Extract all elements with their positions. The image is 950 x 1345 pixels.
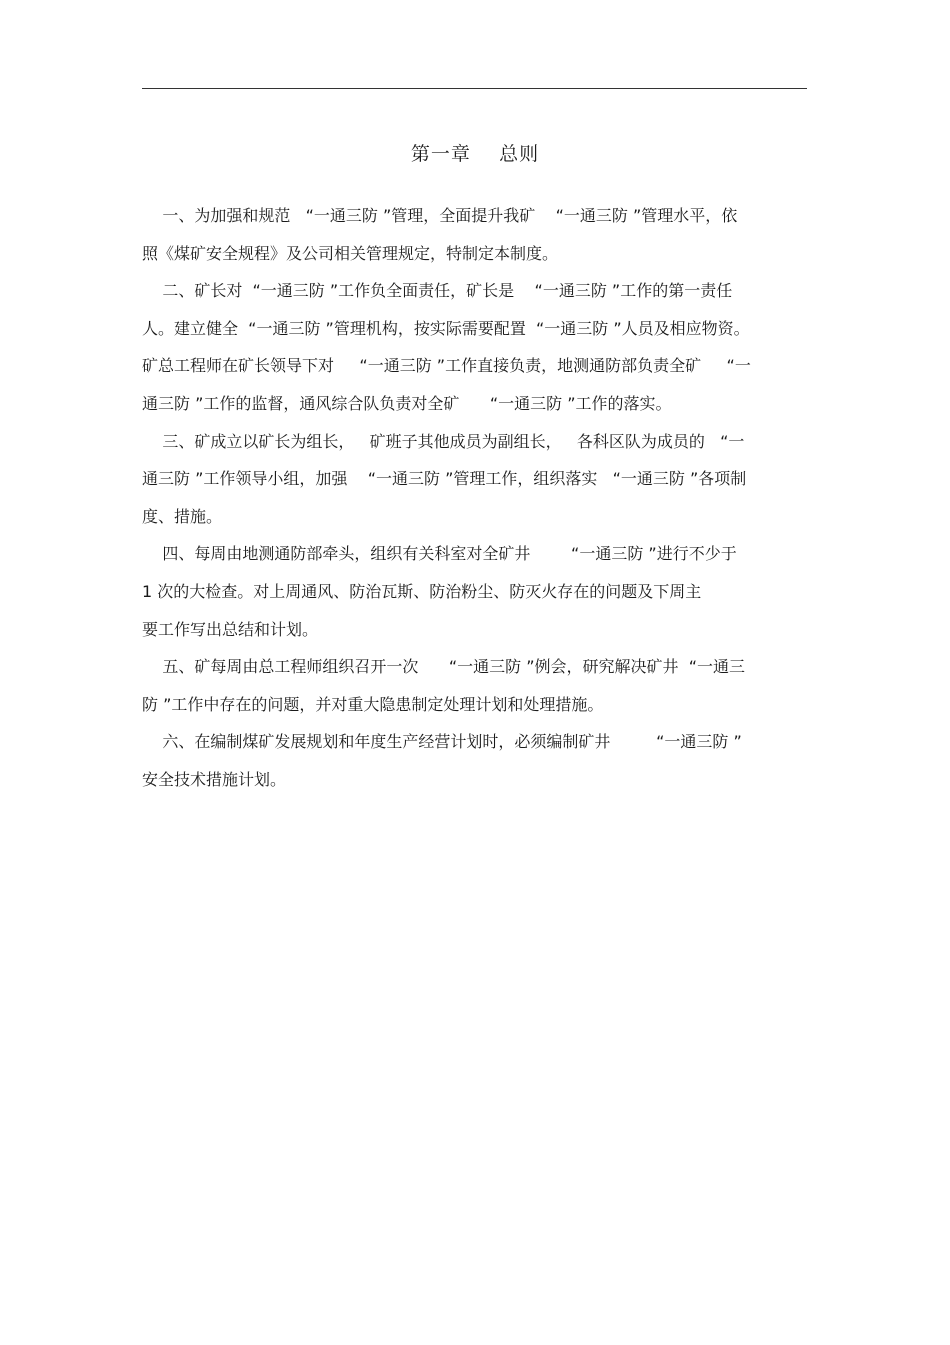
paragraph-line: 人。建立健全 “一通三防 ”管理机构，按实际需要配置 “一通三防 ”人员及相应物资。 (142, 318, 750, 338)
paragraph-line: 二、矿长对 “一通三防 ”工作负全面责任，矿长是 “一通三防 ”工作的第一责任 (142, 281, 733, 301)
paragraph-1 (142, 197, 807, 272)
chapter-title: 第一章 总则 (410, 143, 540, 165)
paragraph-6 (142, 723, 807, 798)
paragraph-line: 防 ”工作中存在的问题，并对重大隐患制定处理计划和处理措施。 (142, 694, 604, 714)
paragraph-line: 四、每周由地测通防部牵头，组织有关科室对全矿井 “一通三防 ”进行不少于 (142, 544, 737, 564)
paragraph-line: 通三防 ”工作的监督，通风综合队负责对全矿 “一通三防 ”工作的落实。 (142, 393, 672, 413)
paragraph-3 (142, 423, 807, 536)
paragraph-5 (142, 648, 807, 723)
paragraph-line: 三、矿成立以矿长为组长， 矿班子其他成员为副组长， 各科区队为成员的 “一 (142, 431, 745, 451)
paragraph-line: 五、矿每周由总工程师组织召开一次 “一通三防 ”例会，研究解决矿井 “一通三 (142, 657, 745, 677)
paragraph-line: 度、措施。 (142, 506, 223, 526)
paragraph-line: 安全技术措施计划。 (142, 769, 287, 789)
paragraph-line: 六、在编制煤矿发展规划和年度生产经营计划时，必须编制矿井 “一通三防 ” (142, 732, 742, 752)
paragraph-line: 一、为加强和规范 “一通三防 ”管理，全面提升我矿 “一通三防 ”管理水平，依 (142, 206, 738, 225)
paragraph-line: 矿总工程师在矿长领导下对 “一通三防 ”工作直接负责，地测通防部负责全矿 “一 (142, 356, 751, 376)
paragraph-line: 1 次的大检查。对上周通风、防治瓦斯、防治粉尘、防灭火存在的问题及下周主 (142, 581, 702, 601)
document-body (142, 197, 807, 799)
paragraph-line: 要工作写出总结和计划。 (142, 619, 319, 639)
paragraph-2 (142, 272, 807, 422)
paragraph-line: 通三防 ”工作领导小组，加强 “一通三防 ”管理工作，组织落实 “一通三防 ”各项制 (142, 469, 747, 489)
header-rule (142, 88, 807, 89)
paragraph-line: 照《煤矿安全规程》及公司相关管理规定，特制定本制度。 (142, 243, 559, 263)
paragraph-4 (142, 535, 807, 648)
